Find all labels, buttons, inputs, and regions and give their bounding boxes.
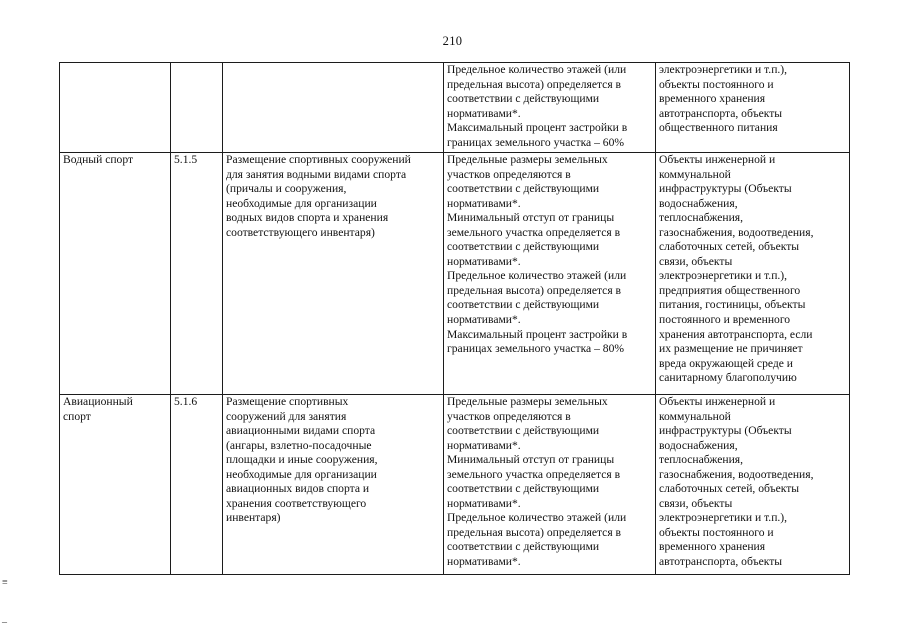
cell-text-line: нормативами*. bbox=[447, 106, 521, 120]
cell-text-line: площадки и иные сооружения, bbox=[226, 453, 378, 467]
cell-text-line: Водный спорт bbox=[63, 153, 134, 166]
cell-text-line: земельного участка определяется в bbox=[447, 225, 621, 239]
cell-text-line: соответствии с действующими bbox=[447, 424, 600, 438]
cell-text-line: автотранспорта, объекты bbox=[659, 555, 783, 569]
cell-text-line: Предельное количество этажей (или bbox=[447, 511, 627, 525]
parameters-cell bbox=[444, 395, 656, 575]
parameters-cell bbox=[444, 153, 656, 395]
cell-text-line: временного хранения bbox=[659, 92, 766, 106]
use-name-cell bbox=[60, 153, 171, 395]
cell-text-line: необходимые для организации bbox=[226, 196, 377, 210]
cell-text-line: соответствии с действующими bbox=[447, 482, 600, 496]
use-description-cell bbox=[223, 63, 444, 153]
cell-text-line: нормативами*. bbox=[447, 438, 521, 452]
use-name-cell bbox=[60, 63, 171, 153]
cell-text-line: временного хранения bbox=[659, 540, 766, 554]
cell-text-line: участков определяются в bbox=[447, 409, 571, 423]
cell-text-line: границах земельного участка – 60% bbox=[447, 135, 625, 149]
cell-text-line: хранения автотранспорта, если bbox=[659, 327, 813, 341]
cell-text-line: для занятия водными видами спорта bbox=[226, 167, 407, 181]
use-code-cell bbox=[171, 395, 223, 575]
cell-text-line: Объекты инженерной и bbox=[659, 395, 776, 408]
cell-text-line: нормативами*. bbox=[447, 254, 521, 268]
cell-text-line: Предельное количество этажей (или bbox=[447, 269, 627, 283]
cell-text-line: предприятия общественного bbox=[659, 283, 801, 297]
table-row bbox=[60, 153, 850, 395]
use-code-cell bbox=[171, 63, 223, 153]
cell-text-line: Авиационный bbox=[63, 395, 133, 408]
cell-text-line: инфраструктуры (Объекты bbox=[659, 182, 792, 196]
cell-text-line: 5.1.6 bbox=[174, 395, 198, 408]
cell-text-line: газоснабжения, водоотведения, bbox=[659, 467, 814, 481]
cell-text-line: предельная высота) определяется в bbox=[447, 77, 622, 91]
cell-text-line: водоснабжения, bbox=[659, 438, 738, 452]
cell-text-line: связи, объекты bbox=[659, 254, 733, 268]
cell-text-line: электроэнергетики и т.п.), bbox=[659, 511, 788, 525]
cell-text-line: газоснабжения, водоотведения, bbox=[659, 225, 814, 239]
cell-text-line: связи, объекты bbox=[659, 496, 733, 510]
page-number: 210 bbox=[442, 34, 463, 48]
cell-text-line: Объекты инженерной и bbox=[659, 153, 776, 166]
use-code-cell bbox=[171, 153, 223, 395]
cell-text-line: нормативами*. bbox=[447, 196, 521, 210]
cell-text-line: Минимальный отступ от границы bbox=[447, 453, 615, 467]
cell-text-line: теплоснабжения, bbox=[659, 211, 744, 225]
cell-text-line: вреда окружающей среде и bbox=[659, 356, 794, 370]
auxiliary-uses-cell bbox=[656, 63, 850, 153]
cell-text-line: объекты постоянного и bbox=[659, 77, 774, 91]
cell-text-line: Максимальный процент застройки в bbox=[447, 121, 628, 135]
cell-text-line: водных видов спорта и хранения bbox=[226, 211, 389, 225]
cell-text-line: санитарному благополучию bbox=[659, 371, 797, 385]
cell-text-line: коммунальной bbox=[659, 167, 731, 181]
cell-text-line: автотранспорта, объекты bbox=[659, 106, 783, 120]
cell-text-line: соответствии с действующими bbox=[447, 298, 600, 312]
auxiliary-uses-cell bbox=[656, 153, 850, 395]
cell-text-line: сооружений для занятия bbox=[226, 409, 347, 423]
cell-text-line: Размещение спортивных сооружений bbox=[226, 153, 411, 166]
cell-text-line: соответствии с действующими bbox=[447, 182, 600, 196]
cell-text-line: соответствующего инвентаря) bbox=[226, 225, 375, 239]
cell-text-line: авиационными видами спорта bbox=[226, 424, 376, 438]
cell-text-line: Максимальный процент застройки в bbox=[447, 327, 628, 341]
table-row bbox=[60, 63, 850, 153]
cell-text-line: Предельное количество этажей (или bbox=[447, 63, 627, 76]
cell-text-line: соответствии с действующими bbox=[447, 240, 600, 254]
cell-text-line: их размещение не причиняет bbox=[659, 342, 803, 356]
cell-text-line: слаботочных сетей, объекты bbox=[659, 240, 800, 254]
cell-text-line: нормативами*. bbox=[447, 555, 521, 569]
table-row bbox=[60, 395, 850, 575]
cell-text-line: Предельные размеры земельных bbox=[447, 153, 608, 166]
cell-text-line: (причалы и сооружения, bbox=[226, 182, 347, 196]
cell-text-line: электроэнергетики и т.п.), bbox=[659, 63, 788, 76]
cell-text-line: необходимые для организации bbox=[226, 467, 377, 481]
cell-text-line: нормативами*. bbox=[447, 313, 521, 327]
cell-text-line: предельная высота) определяется в bbox=[447, 525, 622, 539]
use-description-cell bbox=[223, 395, 444, 575]
cell-text-line: Предельные размеры земельных bbox=[447, 395, 608, 408]
cell-text-line: постоянного и временного bbox=[659, 313, 791, 327]
cell-text-line: питания, гостиницы, объекты bbox=[659, 298, 806, 312]
cell-text-line: 5.1.5 bbox=[174, 153, 198, 166]
cell-text-line: коммунальной bbox=[659, 409, 731, 423]
cell-text-line: участков определяются в bbox=[447, 167, 571, 181]
cell-text-line: соответствии с действующими bbox=[447, 92, 600, 106]
cell-text-line: Минимальный отступ от границы bbox=[447, 211, 615, 225]
cell-text-line: нормативами*. bbox=[447, 496, 521, 510]
land-use-table bbox=[59, 62, 850, 575]
use-name-cell bbox=[60, 395, 171, 575]
cell-text-line: предельная высота) определяется в bbox=[447, 283, 622, 297]
cell-text-line: Размещение спортивных bbox=[226, 395, 349, 408]
cell-text-line: соответствии с действующими bbox=[447, 540, 600, 554]
use-description-cell bbox=[223, 153, 444, 395]
cell-text-line: (ангары, взлетно-посадочные bbox=[226, 438, 372, 452]
cell-text-line: теплоснабжения, bbox=[659, 453, 744, 467]
cell-text-line: авиационных видов спорта и bbox=[226, 482, 370, 496]
cell-text-line: хранения соответствующего bbox=[226, 496, 367, 510]
margin-scan-mark: ≡ bbox=[2, 577, 8, 588]
cell-text-line: общественного питания bbox=[659, 121, 778, 135]
cell-text-line: границах земельного участка – 80% bbox=[447, 342, 625, 356]
cell-text-line: инфраструктуры (Объекты bbox=[659, 424, 792, 438]
cell-text-line: объекты постоянного и bbox=[659, 525, 774, 539]
cell-text-line: слаботочных сетей, объекты bbox=[659, 482, 800, 496]
cell-text-line: земельного участка определяется в bbox=[447, 467, 621, 481]
parameters-cell bbox=[444, 63, 656, 153]
cell-text-line: спорт bbox=[63, 409, 91, 423]
cell-text-line: инвентаря) bbox=[226, 511, 281, 525]
cell-text-line: электроэнергетики и т.п.), bbox=[659, 269, 788, 283]
auxiliary-uses-cell bbox=[656, 395, 850, 575]
margin-scan-mark: – bbox=[2, 617, 7, 628]
cell-text-line: водоснабжения, bbox=[659, 196, 738, 210]
